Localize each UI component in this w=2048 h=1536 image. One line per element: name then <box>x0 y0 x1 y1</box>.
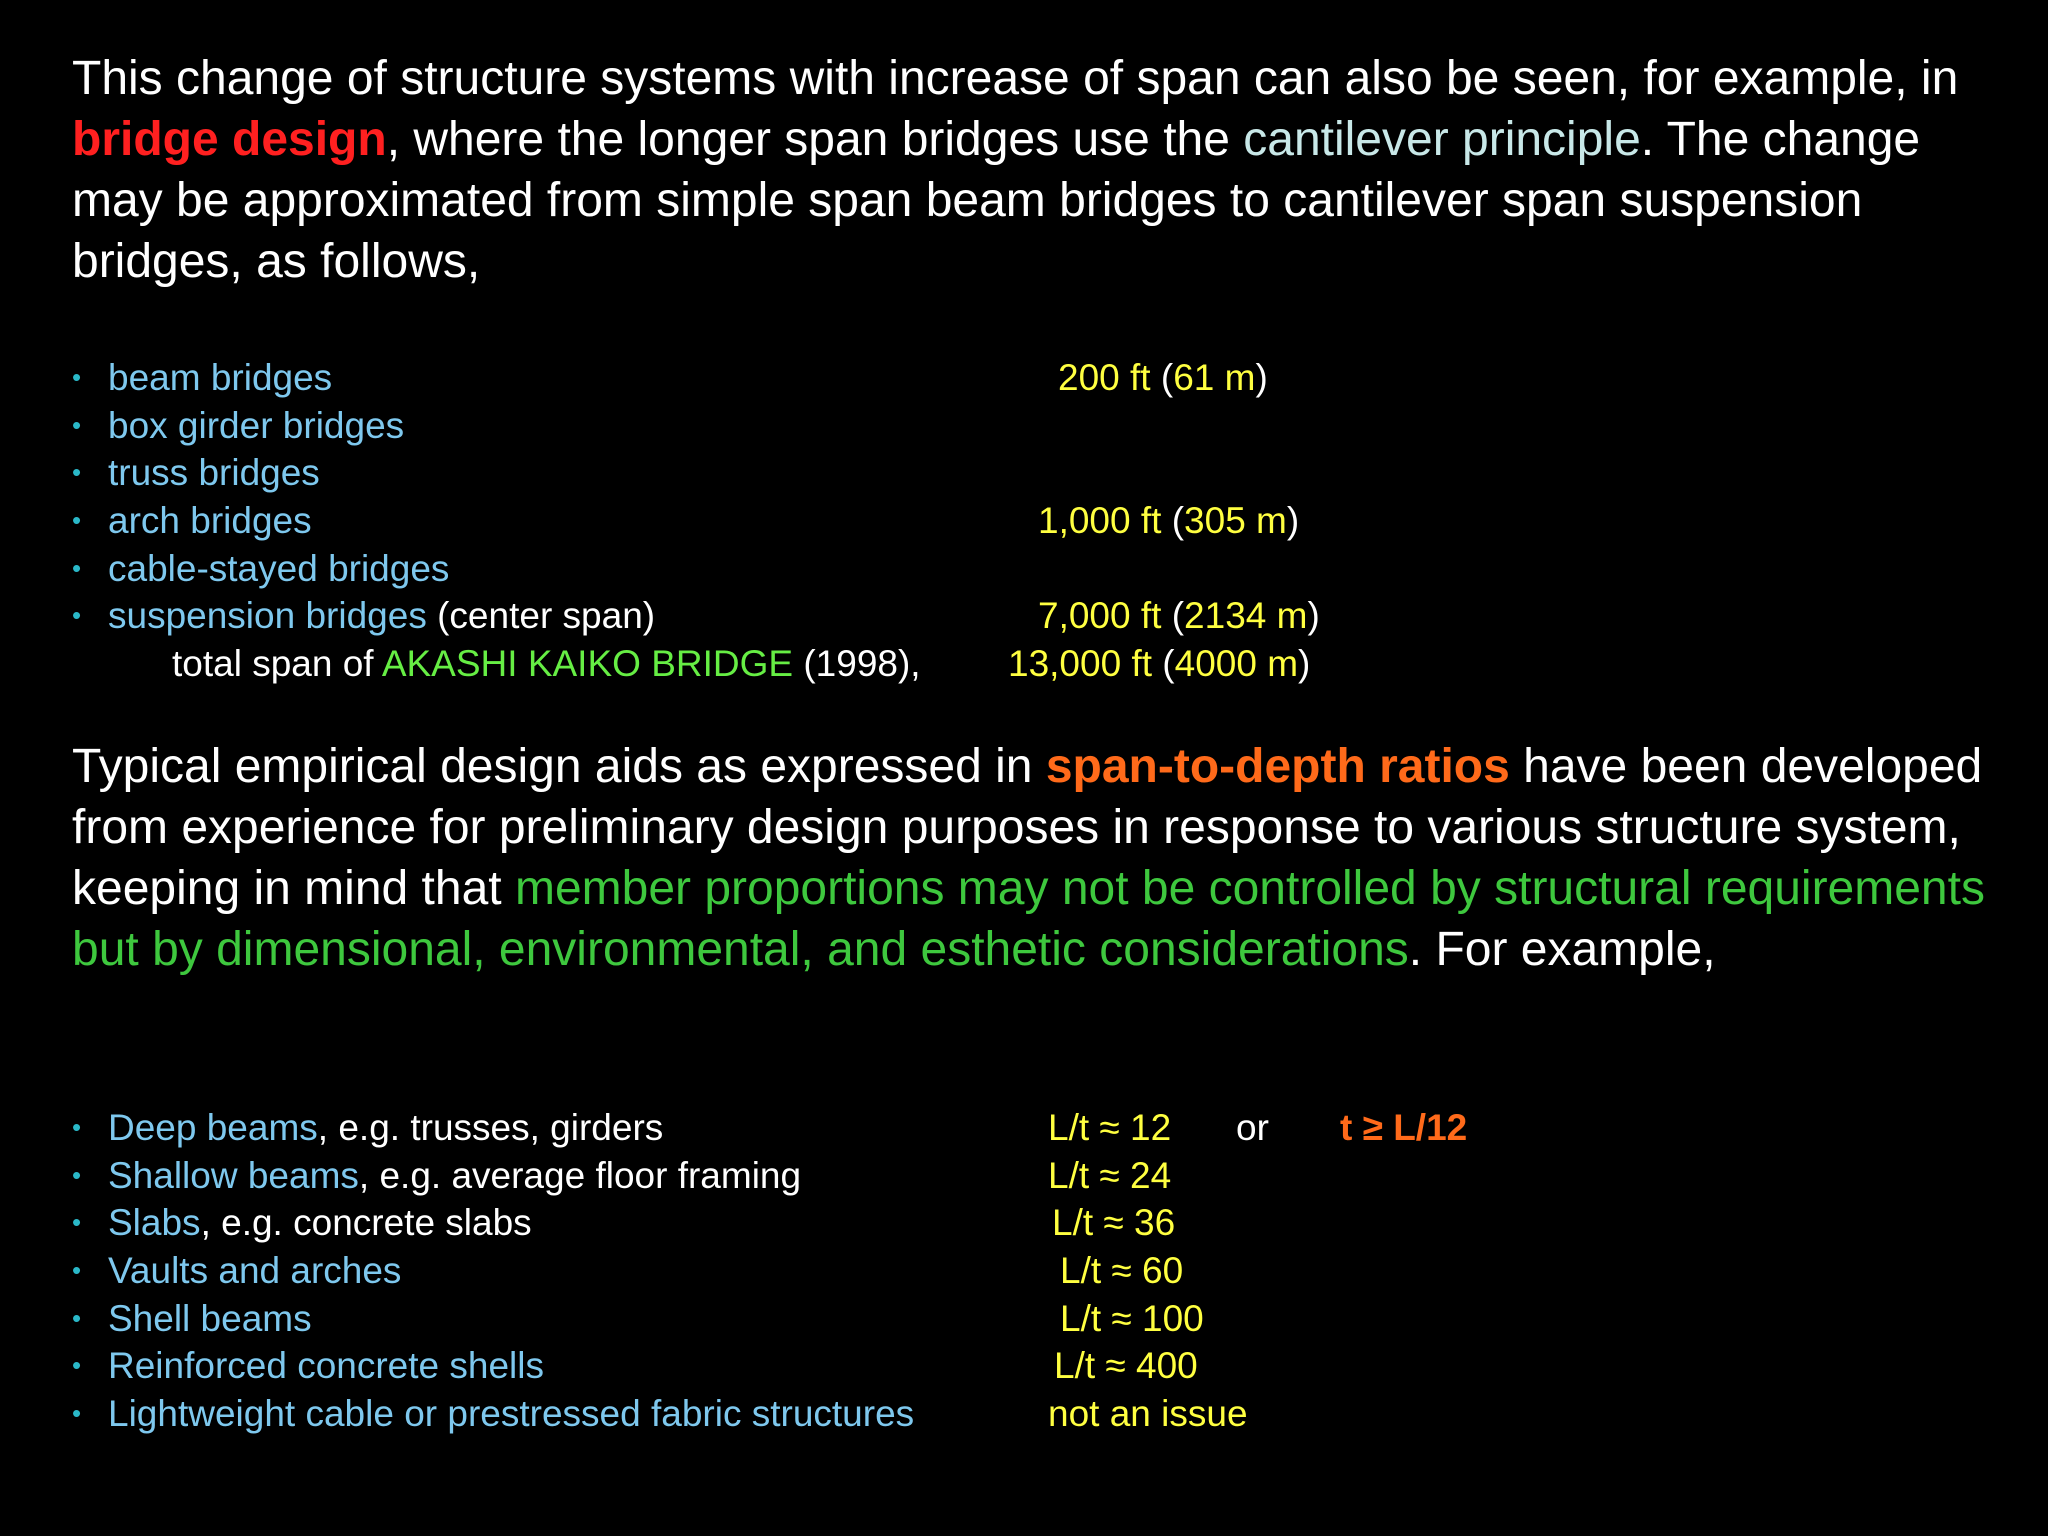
ratio-value: L/t ≈ 100 <box>1060 1297 1204 1339</box>
member-label-group <box>108 1104 663 1152</box>
akashi-label-group <box>172 640 921 688</box>
design-text-2: have been developed from experience for preliminary design purposes in response to various structure system, keeping in mind that <box>72 740 1983 915</box>
bridge-type-label-group <box>108 592 655 640</box>
bullet-icon: • <box>72 457 82 488</box>
intro-text-1: This change of structure systems with increase of span can also be seen, for example, in <box>72 52 1959 105</box>
span-m: 4000 m <box>1174 643 1299 685</box>
bullet-icon: • <box>72 1207 82 1238</box>
bullet-icon: • <box>72 1112 82 1142</box>
member-label: Vaults and arches <box>108 1250 402 1292</box>
bridge-type-label: truss bridges <box>108 452 320 494</box>
ratio-value: L/t ≈ 24 <box>1048 1154 1172 1196</box>
bridge-design-highlight: bridge design <box>72 113 387 166</box>
ratio-value: L/t ≈ 36 <box>1052 1202 1176 1244</box>
paren-close: ) <box>1255 357 1268 398</box>
bridge-type-label: beam bridges <box>108 357 333 398</box>
paren-open: ( <box>1161 500 1185 542</box>
bridge-type-label: cable-stayed bridges <box>108 547 450 589</box>
paren-close: ) <box>1307 595 1320 637</box>
member-label: Lightweight cable or prestressed fabric structures <box>108 1393 915 1435</box>
ratio-value: L/t ≈ 400 <box>1054 1345 1198 1387</box>
bullet-icon: • <box>72 1302 82 1333</box>
span-ft: 200 ft <box>1058 357 1151 398</box>
span-m: 305 m <box>1184 500 1287 542</box>
akashi-bridge-name: AKASHI KAIKO BRIDGE <box>381 643 794 685</box>
span-value <box>1058 354 1268 402</box>
member-label: Deep beams <box>108 1107 318 1148</box>
span-ft: 13,000 ft <box>1008 643 1153 685</box>
ratio-value: L/t ≈ 60 <box>1060 1250 1184 1292</box>
member-note: , e.g. trusses, girders <box>317 1107 664 1148</box>
paren-open: ( <box>1150 357 1174 398</box>
span-m: 61 m <box>1173 357 1256 398</box>
design-text-1: Typical empirical design aids as expressed in <box>72 740 1046 793</box>
ratio-value: L/t ≈ 12 <box>1048 1107 1172 1148</box>
bullet-icon: • <box>72 600 82 631</box>
akashi-span-value <box>1008 640 1310 688</box>
member-label-group <box>108 1199 532 1247</box>
cantilever-principle-highlight: cantilever principle <box>1243 113 1641 166</box>
member-proportions-highlight: member proportions may not be controlled by structural requirements but by dimensional, environmental, and esthetic considerations <box>72 862 1985 976</box>
akashi-prefix: total span of <box>172 643 382 685</box>
member-note: , e.g. concrete slabs <box>200 1202 532 1244</box>
member-note: , e.g. average floor framing <box>358 1154 802 1196</box>
bridge-type-label: box girder bridges <box>108 404 405 446</box>
akashi-year: (1998), <box>793 643 921 685</box>
design-aids-paragraph <box>72 736 2012 980</box>
bridge-type-label: suspension bridges <box>108 595 427 637</box>
member-label: Reinforced concrete shells <box>108 1345 544 1387</box>
bullet-icon: • <box>72 505 82 536</box>
ratio-value: not an issue <box>1048 1393 1248 1435</box>
intro-text-2: , where the longer span bridges use the <box>386 113 1244 166</box>
paren-open: ( <box>1161 595 1185 637</box>
member-label: Shell beams <box>108 1297 312 1339</box>
bullet-icon: • <box>72 409 82 440</box>
bullet-icon: • <box>72 1255 82 1286</box>
design-text-3: . For example, <box>1408 923 1716 976</box>
span-ft: 1,000 ft <box>1038 500 1162 542</box>
alt-ratio: t ≥ L/12 <box>1340 1107 1468 1148</box>
span-m: 2134 m <box>1184 595 1308 637</box>
member-label: Slabs <box>108 1202 201 1244</box>
intro-paragraph <box>72 48 2012 292</box>
paren-open: ( <box>1152 643 1175 685</box>
intro-text-3: . The change may be approximated from simple span beam bridges to cantilever span suspension bridges, as follows, <box>72 113 1921 288</box>
bridge-type-label: arch bridges <box>108 500 312 542</box>
bullet-icon: • <box>72 1159 82 1190</box>
bullet-icon: • <box>72 362 82 392</box>
paren-close: ) <box>1298 643 1311 685</box>
or-text: or <box>1236 1107 1269 1148</box>
bullet-icon: • <box>72 552 82 583</box>
bullet-icon: • <box>72 1350 82 1381</box>
span-ft: 7,000 ft <box>1038 595 1162 637</box>
span-to-depth-highlight: span-to-depth ratios <box>1045 740 1510 793</box>
span-value <box>1038 497 1299 545</box>
bridge-type-note: (center span) <box>426 595 656 637</box>
member-label-group <box>108 1152 801 1200</box>
member-label: Shallow beams <box>108 1154 359 1196</box>
span-value <box>1038 592 1320 640</box>
paren-close: ) <box>1286 500 1300 542</box>
bullet-icon: • <box>72 1398 82 1429</box>
